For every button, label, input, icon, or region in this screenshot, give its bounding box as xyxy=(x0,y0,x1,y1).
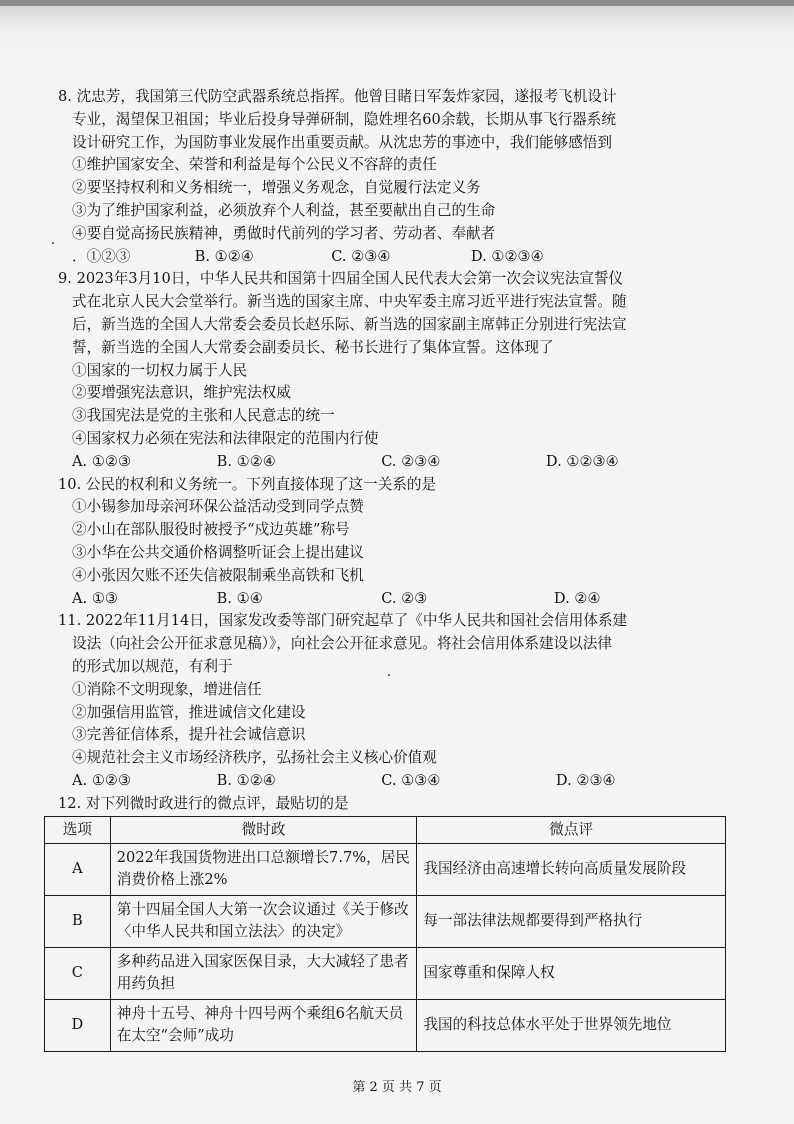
question-11-stem-line: 的形式加以规范，有利于 xyxy=(72,657,233,675)
choice-a: A. ①②③ xyxy=(72,452,132,470)
scan-speck xyxy=(388,674,390,676)
question-8-stem-line: 8. 沈忠芳，我国第三代防空武器系统总指挥。他曾目睹日军轰炸家园，遂报考飞机设计 xyxy=(58,88,617,105)
question-9-option: ④国家权力必须在宪法和法律限定的范围内行使 xyxy=(72,429,379,447)
question-9-option: ③我国宪法是党的主张和人民意志的统一 xyxy=(72,407,335,425)
choice-a: A. ①③ xyxy=(72,589,118,607)
question-8-option: ③为了维护国家利益，必须放弃个人利益，甚至要献出自己的生命 xyxy=(72,201,496,219)
choice-d: D. ①②③④ xyxy=(470,247,544,265)
question-10-choices xyxy=(58,588,738,611)
table-header-news: 微时政 xyxy=(110,816,417,843)
question-8-option: ④要自觉高扬民族精神，勇做时代前列的学习者、劳动者、奉献者 xyxy=(72,224,496,242)
question-11-option: ②加强信用监管，推进诚信文化建设 xyxy=(72,703,306,721)
choice-d: D. ②④ xyxy=(553,589,601,607)
question-12-stem-line: 12. 对下列微时政进行的微点评，最贴切的是 xyxy=(58,794,349,812)
page-number-footer: 第 2 页 共 7 页 xyxy=(352,1080,442,1095)
question-11-option: ①消除不文明现象，增进信任 xyxy=(72,680,262,698)
choice-b: B. ①②④ xyxy=(194,247,254,265)
question-9-option: ②要增强宪法意识，维护宪法权威 xyxy=(72,384,291,402)
question-10-stem-line: 10. 公民的权利和义务统一。下列直接体现了这一关系的是 xyxy=(58,475,437,493)
question-8-option: ①维护国家安全、荣誉和利益是每个公民义不容辞的责任 xyxy=(72,156,437,174)
choice-c: C. ②③④ xyxy=(381,452,441,470)
table-row xyxy=(45,999,726,1051)
question-12-table xyxy=(44,816,726,1052)
question-9-stem-line: 式在北京人民大会堂举行。新当选的国家主席、中央军委主席习近平进行宪法宣誓。随 xyxy=(72,293,627,311)
table-cell-option: A xyxy=(45,843,111,895)
question-9 xyxy=(58,268,738,473)
table-cell-option: D xyxy=(45,999,111,1051)
question-12 xyxy=(58,793,738,1052)
question-10-option: ②小山在部队服役时被授予“戍边英雄”称号 xyxy=(72,521,350,539)
choice-a: A. ①②③ xyxy=(72,771,132,789)
choice-a: ．①②③ xyxy=(72,247,131,265)
table-cell-news: 神舟十五号、神舟十四号两个乘组6名航天员在太空“会师”成功 xyxy=(110,999,417,1051)
choice-c: C. ②③ xyxy=(381,589,428,607)
table-cell-comment: 国家尊重和保障人权 xyxy=(417,947,726,999)
question-9-stem-line: 9. 2023年3月10日，中华人民共和国第十四届全国人民代表大会第一次会议宪法宣誓仪 xyxy=(58,270,624,288)
table-cell-comment: 我国经济由高速增长转向高质量发展阶段 xyxy=(417,843,726,895)
table-cell-news: 第十四届全国人大第一次会议通过《关于修改〈中华人民共和国立法法〉的决定》 xyxy=(110,895,417,947)
table-row xyxy=(45,843,726,895)
question-11-option: ③完善征信体系，提升社会诚信意识 xyxy=(72,726,306,744)
table-cell-news: 多种药品进入国家医保目录，大大减轻了患者用药负担 xyxy=(110,947,417,999)
question-10-option: ①小锡参加母亲河环保公益活动受到同学点赞 xyxy=(72,498,364,516)
choice-d: D. ②③④ xyxy=(555,771,616,789)
table-row xyxy=(45,895,726,947)
question-11-choices xyxy=(58,770,738,793)
table-header-row xyxy=(45,816,726,843)
question-8-stem-line: 设计研究工作，为国防事业发展作出重要贡献。从沈忠芳的事迹中，我们能够感悟到 xyxy=(72,133,612,151)
question-8-option: ②要坚持权利和义务相统一，增强义务观念，自觉履行法定义务 xyxy=(72,179,481,197)
table-cell-comment: 每一部法律法规都要得到严格执行 xyxy=(417,895,726,947)
scan-speck xyxy=(52,242,54,244)
choice-d: D. ①②③④ xyxy=(545,452,619,470)
question-9-stem-line: 誓，新当选的全国人大常委会副委员长、秘书长进行了集体宣誓。这体现了 xyxy=(72,338,554,356)
choice-c: C. ①③④ xyxy=(381,771,441,789)
question-9-choices xyxy=(58,451,738,474)
question-11-stem-line: 设法（向社会公开征求意见稿）》，向社会公开征求意见。将社会信用体系建设以法律 xyxy=(72,635,612,653)
table-cell-option: B xyxy=(45,895,111,947)
question-10 xyxy=(58,474,738,611)
table-cell-news: 2022年我国货物进出口总额增长7.7%，居民消费价格上涨2% xyxy=(110,843,417,895)
choice-b: B. ①④ xyxy=(216,589,263,607)
question-9-option: ①国家的一切权力属于人民 xyxy=(72,361,248,379)
question-8-choices xyxy=(58,246,738,269)
table-row xyxy=(45,947,726,999)
question-10-option: ④小张因欠账不还失信被限制乘坐高铁和飞机 xyxy=(72,566,364,584)
question-11 xyxy=(58,610,738,792)
question-8-stem-line: 专业，渴望保卫祖国；毕业后投身导弹研制，隐姓埋名60余载，长期从事飞行器系统 xyxy=(72,110,616,128)
choice-c: C. ②③④ xyxy=(331,247,391,265)
question-10-option: ③小华在公共交通价格调整听证会上提出建议 xyxy=(72,543,364,561)
question-11-stem-line: 11. 2022年11月14日，国家发改委等部门研究起草了《中华人民共和国社会信用体系建 xyxy=(58,612,628,630)
choice-b: B. ①②④ xyxy=(216,452,276,470)
table-cell-comment: 我国的科技总体水平处于世界领先地位 xyxy=(417,999,726,1051)
table-cell-option: C xyxy=(45,947,111,999)
question-8 xyxy=(58,86,738,268)
question-9-stem-line: 后，新当选的全国人大常委会委员长赵乐际、新当选的国家副主席韩正分别进行宪法宣 xyxy=(72,315,627,333)
table-header-comment: 微点评 xyxy=(417,816,726,843)
question-11-option: ④规范社会主义市场经济秩序，弘扬社会主义核心价值观 xyxy=(72,749,437,767)
table-header-option: 选项 xyxy=(45,816,111,843)
scan-top-shadow xyxy=(0,0,794,60)
choice-b: B. ①②④ xyxy=(216,771,276,789)
exam-page xyxy=(58,86,738,1052)
